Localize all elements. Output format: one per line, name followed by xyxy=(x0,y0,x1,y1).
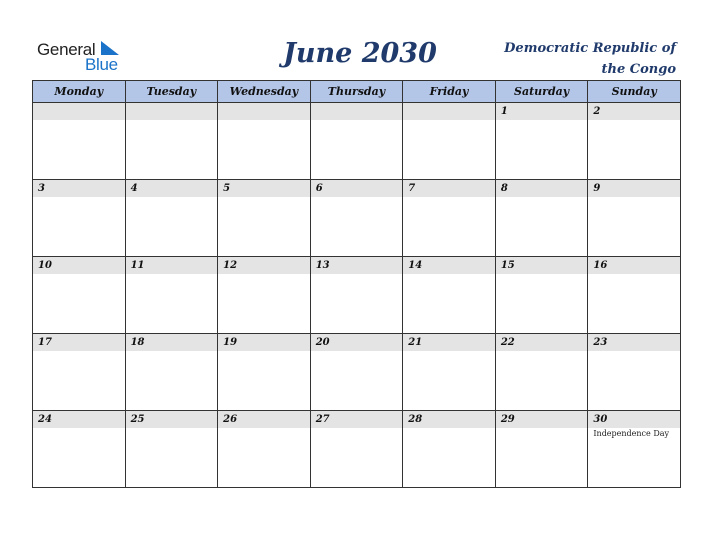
day-cell xyxy=(310,103,403,180)
day-cell xyxy=(588,411,681,488)
weekday-header: Wednesday xyxy=(218,81,311,103)
holiday-label: Independence Day xyxy=(593,429,670,438)
day-cell xyxy=(33,334,126,411)
day-cell xyxy=(33,411,126,488)
day-cell xyxy=(125,180,218,257)
day-cell xyxy=(495,334,588,411)
weekday-header: Sunday xyxy=(588,81,681,103)
week-row xyxy=(33,334,681,411)
day-cell xyxy=(218,103,311,180)
day-cell xyxy=(125,411,218,488)
day-cell xyxy=(125,257,218,334)
weekday-header: Saturday xyxy=(495,81,588,103)
day-number xyxy=(403,103,495,120)
day-number: 25 xyxy=(126,411,218,428)
day-cell xyxy=(33,103,126,180)
day-cell xyxy=(403,257,496,334)
day-number: 10 xyxy=(33,257,125,274)
day-cell xyxy=(403,103,496,180)
day-number: 15 xyxy=(496,257,588,274)
day-cell xyxy=(588,334,681,411)
day-cell xyxy=(310,411,403,488)
week-row xyxy=(33,180,681,257)
day-number: 8 xyxy=(496,180,588,197)
weekday-header: Thursday xyxy=(310,81,403,103)
day-number: 14 xyxy=(403,257,495,274)
day-number: 16 xyxy=(588,257,680,274)
day-number: 1 xyxy=(496,103,588,120)
day-cell xyxy=(495,411,588,488)
day-number: 21 xyxy=(403,334,495,351)
logo-general-text: General xyxy=(37,40,96,59)
calendar-grid xyxy=(32,80,681,488)
day-number: 5 xyxy=(218,180,310,197)
calendar-title: June 2030 xyxy=(283,38,437,69)
day-cell xyxy=(33,257,126,334)
day-cell xyxy=(125,103,218,180)
day-number xyxy=(33,103,125,120)
day-number: 19 xyxy=(218,334,310,351)
day-cell xyxy=(403,411,496,488)
day-cell xyxy=(310,334,403,411)
day-number: 30 xyxy=(588,411,680,428)
day-number: 7 xyxy=(403,180,495,197)
day-number: 17 xyxy=(33,334,125,351)
triangle-flag-icon xyxy=(99,41,121,55)
logo-blue-text: Blue xyxy=(85,55,118,74)
day-cell xyxy=(218,257,311,334)
day-number: 20 xyxy=(311,334,403,351)
day-cell xyxy=(495,257,588,334)
day-number: 6 xyxy=(311,180,403,197)
day-number: 3 xyxy=(33,180,125,197)
day-number: 22 xyxy=(496,334,588,351)
day-cell xyxy=(588,103,681,180)
day-cell xyxy=(218,411,311,488)
day-cell xyxy=(495,103,588,180)
day-cell xyxy=(310,180,403,257)
weekday-header: Monday xyxy=(33,81,126,103)
day-cell xyxy=(403,180,496,257)
week-row xyxy=(33,103,681,180)
day-cell xyxy=(310,257,403,334)
day-cell xyxy=(588,257,681,334)
day-number xyxy=(218,103,310,120)
day-number: 2 xyxy=(588,103,680,120)
day-number xyxy=(311,103,403,120)
day-number: 27 xyxy=(311,411,403,428)
day-cell xyxy=(403,334,496,411)
day-number: 23 xyxy=(588,334,680,351)
week-row xyxy=(33,411,681,488)
day-cell xyxy=(218,180,311,257)
day-cell xyxy=(218,334,311,411)
day-number: 24 xyxy=(33,411,125,428)
weekday-header-row xyxy=(33,81,681,103)
day-cell xyxy=(588,180,681,257)
day-number: 29 xyxy=(496,411,588,428)
weekday-header: Friday xyxy=(403,81,496,103)
country-line-1: Democratic Republic of xyxy=(504,41,676,56)
day-cell xyxy=(125,334,218,411)
generalblue-logo xyxy=(37,40,137,76)
day-number: 13 xyxy=(311,257,403,274)
day-cell xyxy=(495,180,588,257)
day-number: 26 xyxy=(218,411,310,428)
country-line-2: the Congo xyxy=(601,62,676,77)
day-cell xyxy=(33,180,126,257)
day-number xyxy=(126,103,218,120)
day-number: 4 xyxy=(126,180,218,197)
country-name xyxy=(456,38,676,80)
week-row xyxy=(33,257,681,334)
day-number: 11 xyxy=(126,257,218,274)
day-number: 28 xyxy=(403,411,495,428)
day-number: 12 xyxy=(218,257,310,274)
day-number: 9 xyxy=(588,180,680,197)
day-number: 18 xyxy=(126,334,218,351)
weekday-header: Tuesday xyxy=(125,81,218,103)
